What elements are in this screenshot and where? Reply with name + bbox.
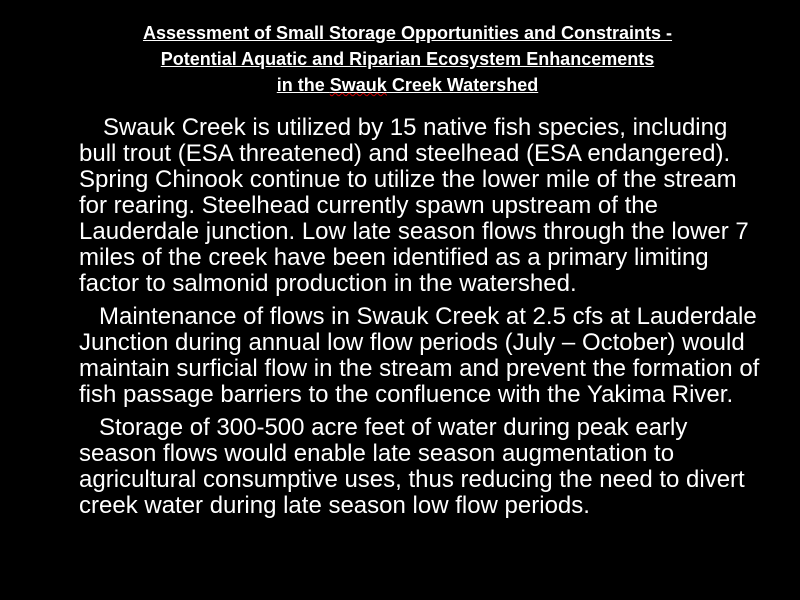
- title-line-3-before: in the: [276, 75, 330, 95]
- title-line-3: [40, 72, 775, 98]
- title-line-2: Potential Aquatic and Riparian Ecosystem Enhancements: [160, 49, 655, 69]
- slide-title: [40, 20, 775, 98]
- title-misspelled-word: Swauk: [329, 75, 387, 95]
- title-line-3-after: Creek Watershed: [386, 75, 539, 95]
- title-line-1: Assessment of Small Storage Opportunities and Constraints -: [142, 23, 673, 43]
- slide-body: [79, 115, 769, 526]
- paragraph-flow-maintenance: Maintenance of flows in Swauk Creek at 2.5 cfs at Lauderdale Junction during annual low flow periods (July – October) would maintain surficial flow in the stream and prevent the formation of fish passage barriers to the confluence with the Yakima River.: [79, 303, 760, 408]
- paragraph-fish-species: Swauk Creek is utilized by 15 native fish species, including bull trout (ESA threatened) and steelhead (ESA endangered). Spring Chinook continue to utilize the lower mile of the stream for rearing. Steelhead currently spawn upstream of the Lauderdale junction. Low late season flows through the lower 7 miles of the creek have been identified as a primary limiting factor to salmonid production in the watershed.: [79, 114, 749, 297]
- paragraph-storage: Storage of 300-500 acre feet of water during peak early season flows would enable late season augmentation to agricultural consumptive uses, thus reducing the need to divert creek water during late season low flow periods.: [79, 414, 745, 519]
